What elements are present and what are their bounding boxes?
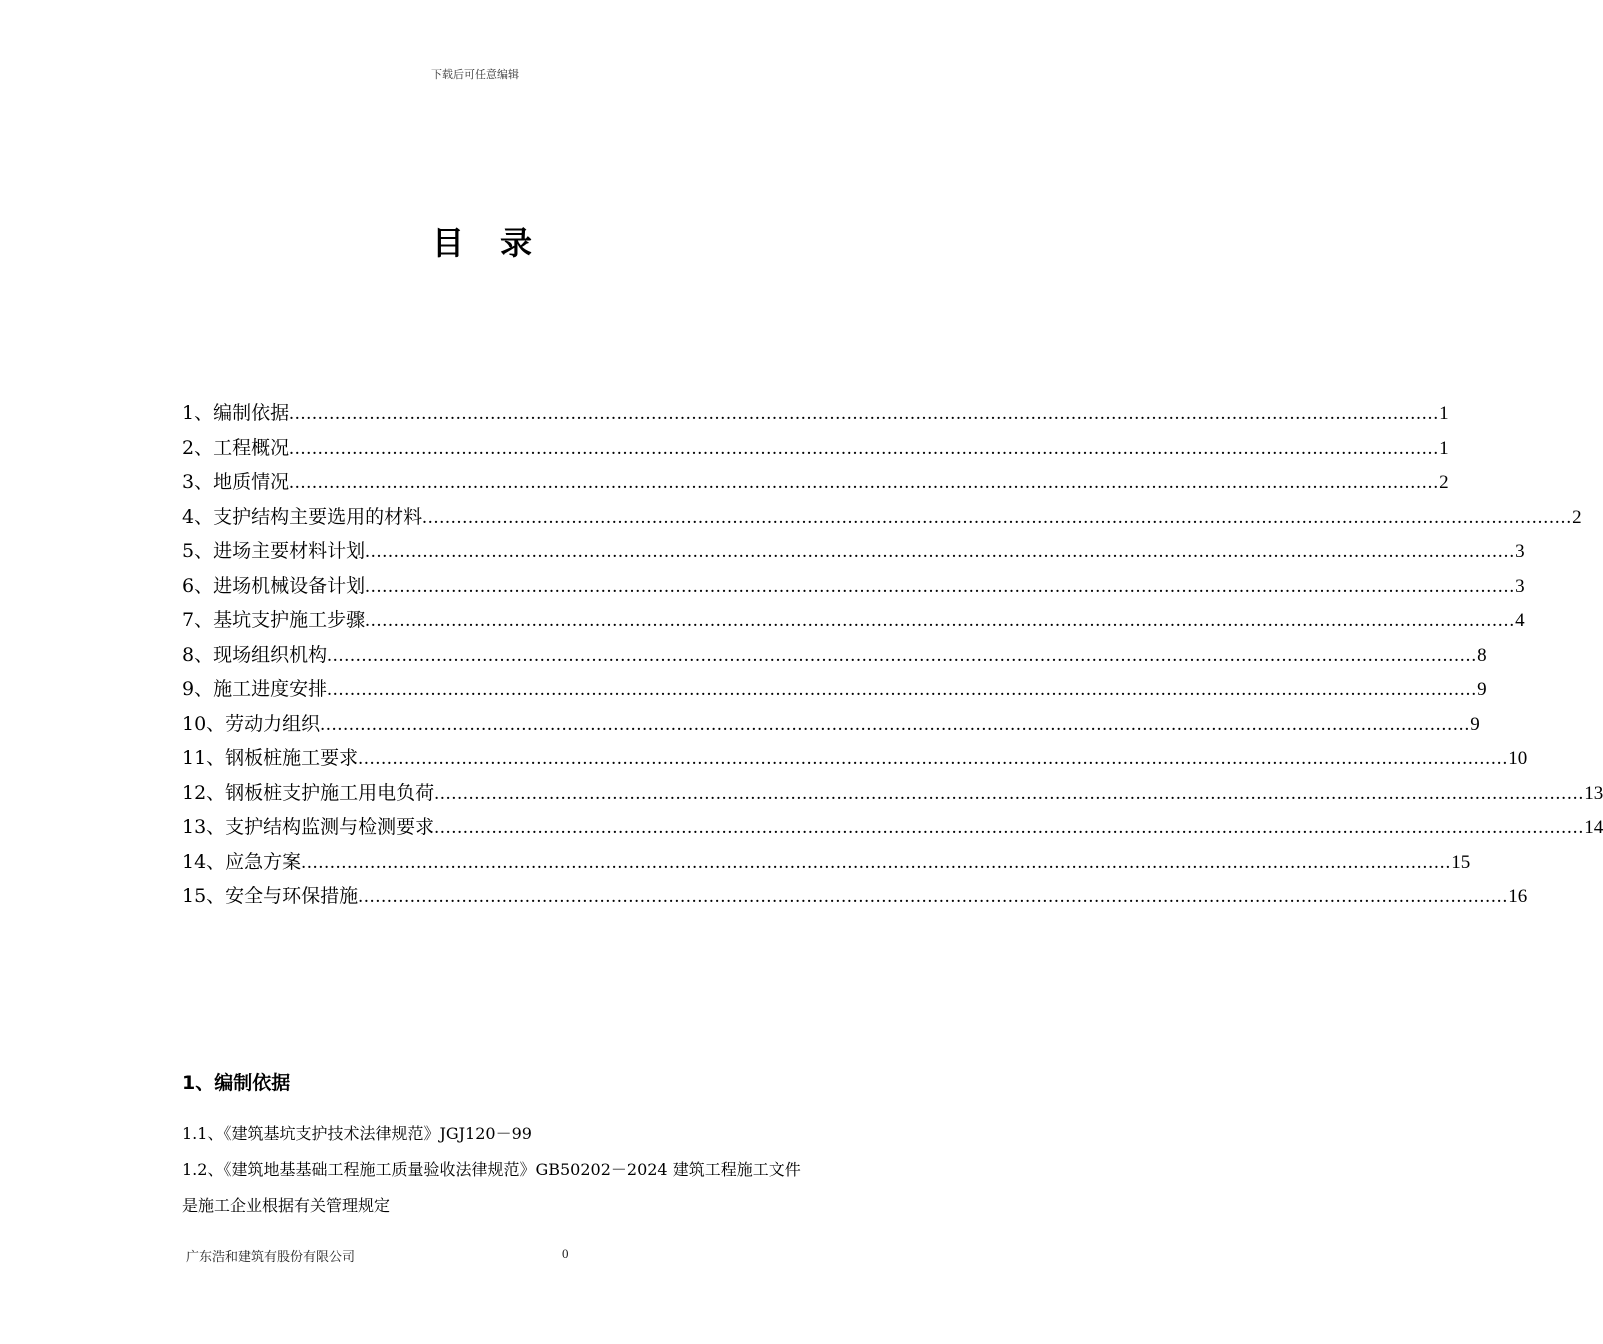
toc-dot-leader: ........................................................................................................................................................................................................ bbox=[289, 403, 1440, 424]
toc-entry-page: 10 bbox=[1508, 748, 1528, 769]
toc-entry-page: 16 bbox=[1508, 886, 1528, 907]
toc-dot-leader: ........................................................................................................................................................................................................ bbox=[365, 575, 1516, 597]
toc-entry-label: 6、进场机械设备计划 bbox=[182, 574, 366, 597]
toc-entry-page: 4 bbox=[1515, 610, 1525, 631]
toc-entry-label: 8、现场组织机构 bbox=[182, 643, 328, 666]
toc-dot-leader: ........................................................................................................................................................................................................ bbox=[327, 679, 1478, 700]
toc-entry-page: 9 bbox=[1477, 679, 1487, 700]
toc-entry-label: 3、地质情况 bbox=[182, 471, 290, 493]
toc-entry[interactable] bbox=[182, 605, 1525, 640]
toc-dot-leader: ........................................................................................................................................................................................................ bbox=[365, 541, 1516, 562]
page-header-note: 下载后可任意编辑 bbox=[431, 68, 519, 81]
toc-dot-leader: ........................................................................................................................................................................................................ bbox=[358, 886, 1509, 907]
toc-entry[interactable] bbox=[182, 571, 1525, 606]
toc-dot-leader: ........................................................................................................................................................................................................ bbox=[434, 817, 1585, 838]
toc-entry[interactable] bbox=[182, 743, 1528, 778]
toc-entry-page: 8 bbox=[1477, 644, 1487, 666]
toc-entry-label: 5、进场主要材料计划 bbox=[182, 540, 366, 562]
toc-dot-leader: ........................................................................................................................................................................................................ bbox=[422, 506, 1573, 528]
toc-entry[interactable] bbox=[182, 640, 1487, 675]
toc-entry[interactable] bbox=[182, 674, 1487, 709]
toc-entry-label: 4、支护结构主要选用的材料 bbox=[182, 505, 423, 528]
toc-entry-page: 3 bbox=[1515, 575, 1525, 597]
toc-entry-page: 3 bbox=[1515, 541, 1525, 562]
toc-entry[interactable] bbox=[182, 847, 1471, 882]
toc-entry[interactable] bbox=[182, 433, 1449, 468]
toc-entry[interactable] bbox=[182, 467, 1449, 502]
toc-entry-label: 7、基坑支护施工步骤 bbox=[182, 609, 366, 631]
toc-entry[interactable] bbox=[182, 398, 1449, 433]
toc-entry-page: 1 bbox=[1439, 403, 1449, 424]
toc-dot-leader: ........................................................................................................................................................................................................ bbox=[327, 644, 1478, 666]
toc-entry[interactable] bbox=[182, 709, 1480, 744]
toc-dot-leader: ........................................................................................................................................................................................................ bbox=[289, 472, 1440, 493]
toc-entry-page: 15 bbox=[1451, 851, 1471, 873]
toc-entry-page: 9 bbox=[1470, 713, 1480, 735]
footer-page-number: 0 bbox=[562, 1246, 569, 1261]
toc-entry-page: 13 bbox=[1584, 782, 1603, 804]
footer-company-name: 广东浩和建筑有股份有限公司 bbox=[186, 1250, 356, 1265]
toc-dot-leader: ........................................................................................................................................................................................................ bbox=[365, 610, 1516, 631]
section-heading: 1、编制依据 bbox=[182, 1072, 291, 1094]
toc-entry[interactable] bbox=[182, 812, 1603, 847]
toc-entry-label: 10、劳动力组织 bbox=[182, 712, 321, 735]
toc-entry-label: 9、施工进度安排 bbox=[182, 678, 328, 700]
toc-dot-leader: ........................................................................................................................................................................................................ bbox=[358, 748, 1509, 769]
toc-entry-label: 11、钢板桩施工要求 bbox=[182, 747, 359, 769]
toc-dot-leader: ........................................................................................................................................................................................................ bbox=[301, 851, 1452, 873]
toc-entry[interactable] bbox=[182, 881, 1528, 916]
toc-entry-label: 12、钢板桩支护施工用电负荷 bbox=[182, 781, 435, 804]
toc-entry-page: 14 bbox=[1584, 817, 1603, 838]
toc-dot-leader: ........................................................................................................................................................................................................ bbox=[320, 713, 1471, 735]
toc-entry-label: 2、工程概况 bbox=[182, 436, 290, 459]
toc-entry-label: 1、编制依据 bbox=[182, 402, 290, 424]
toc-entry-page: 2 bbox=[1572, 506, 1582, 528]
reference-item: 1.1、《建筑基坑支护技术法律规范》JGJ120－99 bbox=[182, 1124, 532, 1143]
toc-entry-label: 15、安全与环保措施 bbox=[182, 885, 359, 907]
toc-entry-label: 13、支护结构监测与检测要求 bbox=[182, 816, 435, 838]
toc-dot-leader: ........................................................................................................................................................................................................ bbox=[434, 782, 1585, 804]
toc-entry-page: 1 bbox=[1439, 437, 1449, 459]
toc-entry[interactable] bbox=[182, 536, 1525, 571]
toc-entry-page: 2 bbox=[1439, 472, 1449, 493]
reference-item: 1.2、《建筑地基基础工程施工质量验收法律规范》GB50202－2024 建筑工程施工文件是施工企业根据有关管理规定 bbox=[182, 1160, 801, 1215]
toc-dot-leader: ........................................................................................................................................................................................................ bbox=[289, 437, 1440, 459]
toc-title: 目录 bbox=[431, 224, 568, 262]
toc-entry-label: 14、应急方案 bbox=[182, 850, 302, 873]
toc-entry[interactable] bbox=[182, 502, 1582, 537]
table-of-contents bbox=[182, 398, 1603, 916]
toc-entry[interactable] bbox=[182, 778, 1603, 813]
